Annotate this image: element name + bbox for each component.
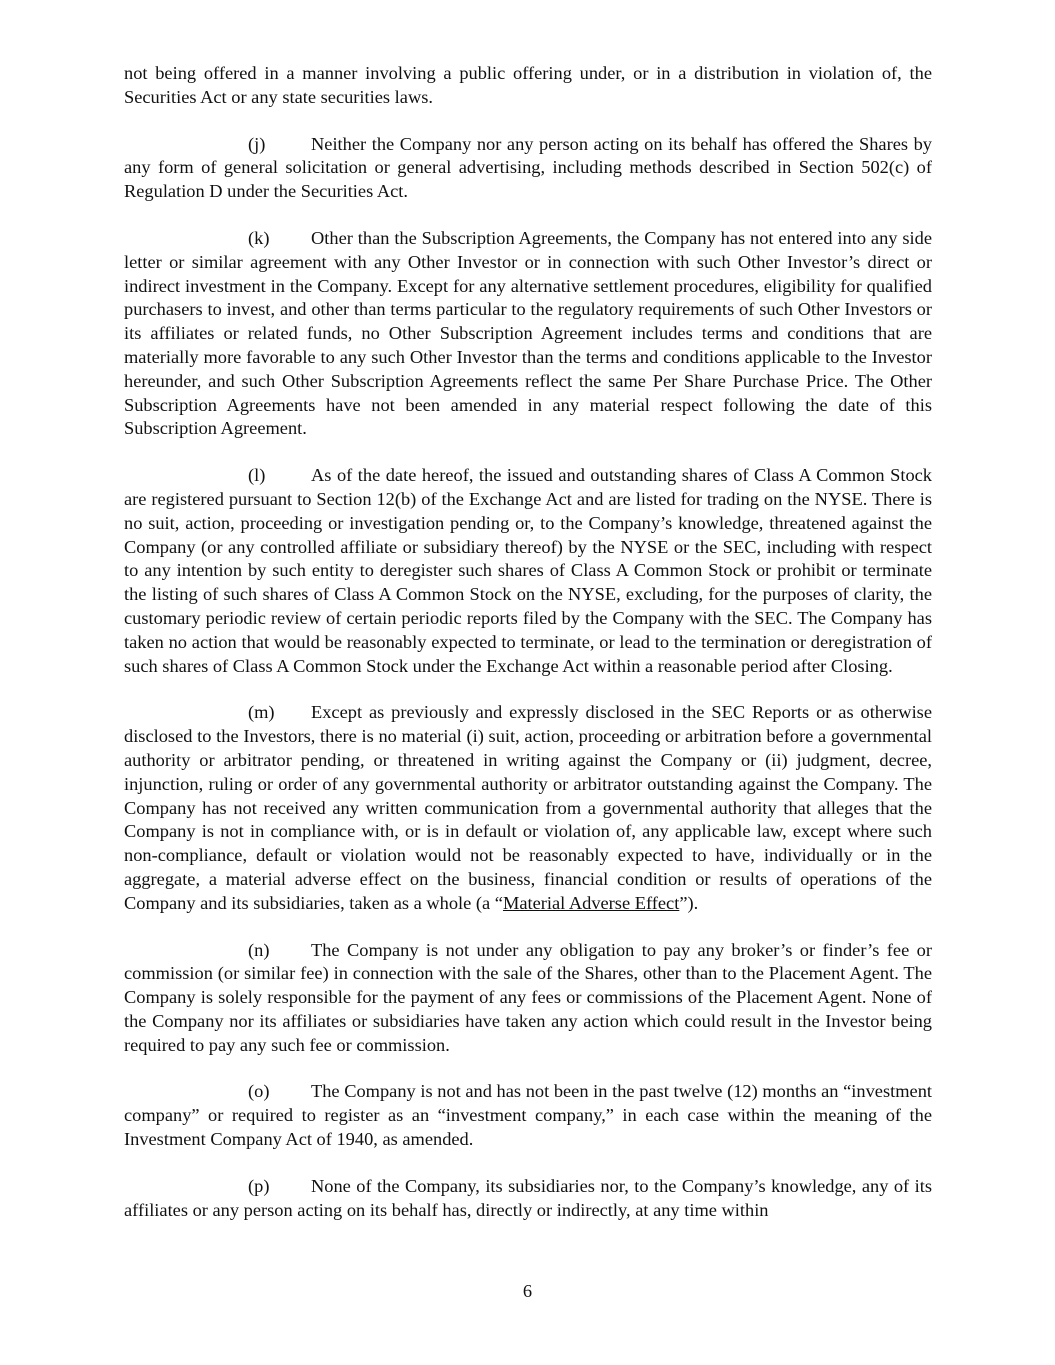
paragraph-label: (p) — [248, 1175, 270, 1196]
paragraph-text-after: ”). — [679, 892, 699, 913]
paragraph-text: Except as previously and expressly disclosed in the SEC Reports or as otherwise disclosed to the Investors, there is no material (i) suit, action, proceeding or arbitration before a governmental authority or arbitrator pending, or threatened in writing against the Company or (ii) judgment, decree, injunction, ruling or order of any governmental authority or arbitrator outstanding against the Company. The Company has not received any written communication from a governmental authority that alleges that the Company is not in compliance with, or is in default or violation of, any applicable law, except where such non-compliance, default or violation would not be reasonably expected to have, individually or in the aggregate, a material adverse effect on the business, financial condition or results of operations of the Company and its subsidiaries, taken as a whole (a “ — [124, 702, 932, 913]
paragraph-label: (k) — [248, 227, 270, 248]
paragraph-j — [124, 133, 932, 204]
paragraph-label: (o) — [248, 1081, 270, 1102]
paragraph-continuation — [124, 62, 932, 110]
defined-term: Material Adverse Effect — [502, 892, 680, 913]
paragraph-text: The Company is not and has not been in the past twelve (12) months an “investment company” or required to register as an “investment company,” in each case within the meaning of the Investment Company Act of 1940, as amended. — [124, 1081, 932, 1150]
document-page — [124, 62, 932, 1222]
paragraph-m — [124, 701, 932, 915]
page-number: 6 — [522, 1281, 533, 1301]
paragraph-text: Neither the Company nor any person acting on its behalf has offered the Shares by any form of general solicitation or general advertising, including methods described in Section 502(c) of Regulation D under the Securities Act. — [124, 133, 932, 202]
paragraph-text: The Company is not under any obligation to pay any broker’s or finder’s fee or commission (or similar fee) in connection with the sale of the Shares, other than to the Placement Agent. The Company is solely responsible for the payment of any fees or commissions of the Placement Agent. None of the Company nor its affiliates or subsidiaries have taken any action which could result in the Investor being required to pay any such fee or commission. — [124, 939, 932, 1055]
paragraph-l — [124, 464, 932, 678]
paragraph-p — [124, 1175, 932, 1223]
paragraph-label: (j) — [248, 133, 266, 154]
paragraph-n — [124, 939, 932, 1058]
paragraph-k — [124, 227, 932, 441]
paragraph-o — [124, 1080, 932, 1151]
paragraph-text: Other than the Subscription Agreements, the Company has not entered into any side letter or similar agreement with any Other Investor or in connection with such Other Investor’s direct or indirect investment in the Company. Except for any alternative settlement procedures, eligibility for qualified purchasers to invest, and other than terms particular to the regulatory requirements of such Other Investors or its affiliates or related funds, no Other Subscription Agreement includes terms and conditions that are materially more favorable to any such Other Investor than the terms and conditions applicable to the Investor hereunder, and such Other Subscription Agreements reflect the same Per Share Purchase Price. The Other Subscription Agreements have not been amended in any material respect following the date of this Subscription Agreement. — [124, 227, 932, 439]
paragraph-text: not being offered in a manner involving a public offering under, or in a distribution in violation of, the Securities Act or any state securities laws. — [124, 63, 932, 107]
paragraph-label: (m) — [248, 702, 275, 723]
paragraph-text: As of the date hereof, the issued and outstanding shares of Class A Common Stock are registered pursuant to Section 12(b) of the Exchange Act and are listed for trading on the NYSE. There is no suit, action, proceeding or investigation pending or, to the Company’s knowledge, threatened against the Company (or any controlled affiliate or subsidiary thereof) by the NYSE or the SEC, including with respect to any intention by such entity to deregister such shares of Class A Common Stock or prohibit or terminate the listing of such shares of Class A Common Stock on the NYSE, excluding, for the purposes of clarity, the customary periodic review of certain periodic reports filed by the Company with the SEC. The Company has taken no action that would be reasonably expected to terminate, or lead to the termination or deregistration of such shares of Class A Common Stock under the Exchange Act within a reasonable period after Closing. — [124, 465, 932, 676]
paragraph-text: None of the Company, its subsidiaries nor, to the Company’s knowledge, any of its affiliates or any person acting on its behalf has, directly or indirectly, at any time within — [124, 1175, 932, 1220]
paragraph-label: (n) — [248, 939, 270, 960]
paragraph-label: (l) — [248, 465, 266, 486]
